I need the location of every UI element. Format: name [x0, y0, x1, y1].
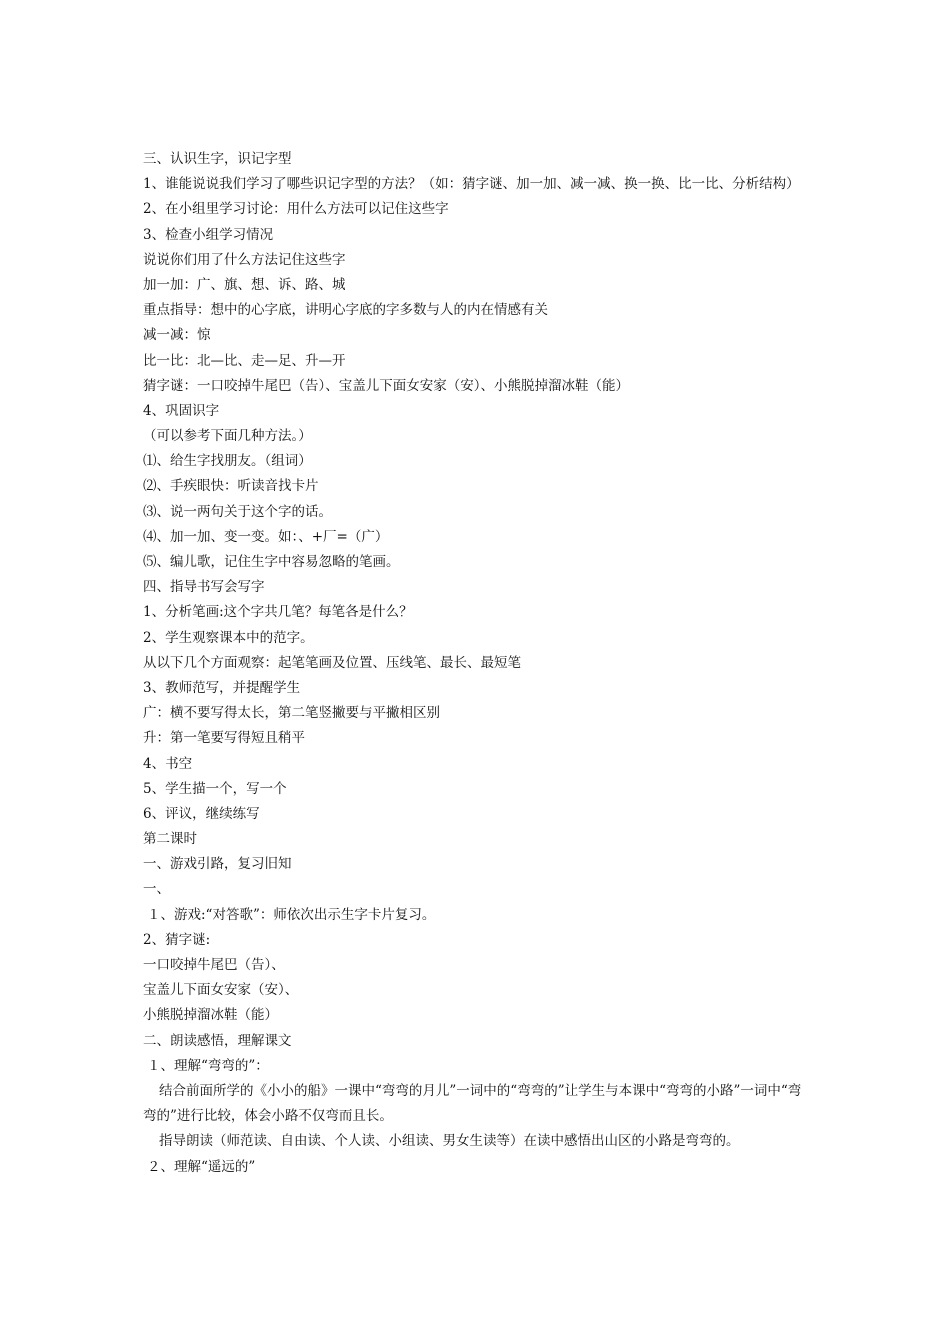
text-line: 3、检查小组学习情况	[143, 226, 274, 243]
text-line: 加一加：广、旗、想、诉、路、城	[143, 276, 346, 293]
text-line: 2、猜字谜:	[143, 931, 211, 948]
text-line: 宝盖儿下面女安家（安）、	[143, 982, 299, 999]
text-line: 5、学生描一个，写一个	[143, 780, 287, 797]
text-line: １、理解“弯弯的”：	[147, 1057, 269, 1074]
text-line: 三、认识生字，识记字型	[143, 151, 292, 167]
text-line: 6、评议，继续练写	[143, 805, 260, 822]
text-line: ⑷、加一加、变一变。如：、+厂=（广）	[143, 528, 389, 545]
text-line: 2、在小组里学习讨论：用什么方法可以记住这些字	[143, 201, 449, 218]
text-line: ２、理解“遥远的”	[147, 1158, 256, 1175]
text-line: 2、学生观察课本中的范字。	[143, 629, 314, 646]
text-line: 从以下几个方面观察：起笔笔画及位置、压线笔、最长、最短笔	[143, 654, 521, 671]
text-line: １、游戏:“对答歌”：师依次出示生字卡片复习。	[147, 906, 436, 923]
text-line: 4、书空	[143, 755, 193, 772]
text-line: 小熊脱掉溜冰鞋（能）	[143, 1007, 278, 1024]
text-line: ⑵、手疾眼快：听读音找卡片	[143, 478, 319, 495]
text-line: 一、游戏引路，复习旧知	[143, 856, 292, 873]
text-line: ⑸、编儿歌，记住生字中容易忽略的笔画。	[143, 554, 400, 571]
text-line: 指导朗读（师范读、自由读、个人读、小组读、男女生读等）在读中感悟出山区的小路是弯弯的。	[159, 1133, 740, 1150]
text-line: 结合前面所学的《小小的船》一课中“弯弯的月儿”一词中的“弯弯的”让学生与本课中“弯弯的小路”一词中“弯弯的”进行比较，体会小路不仅弯而且长。	[143, 1082, 802, 1125]
text-line: 二、朗读感悟，理解课文	[143, 1032, 292, 1049]
text-line: （可以参考下面几种方法。）	[143, 428, 312, 445]
text-line: 4、巩固识字	[143, 402, 220, 419]
text-line: 说说你们用了什么方法记住这些字	[143, 251, 346, 268]
text-line: 一、	[143, 881, 170, 898]
text-line: 重点指导：想中的心字底，讲明心字底的字多数与人的内在情感有关	[143, 302, 548, 319]
text-line: 升：第一笔要写得短且稍平	[143, 730, 305, 747]
text-line: 第二课时	[143, 831, 197, 848]
text-line: 3、教师范写，并提醒学生	[143, 679, 301, 696]
text-line: 比一比：北—比、走—足、升—开	[143, 352, 346, 369]
text-line: 四、指导书写会写字	[143, 579, 265, 596]
text-line: 广：横不要写得太长，第二笔竖撇要与平撇相区别	[143, 705, 440, 722]
text-line: 减一减：惊	[143, 327, 211, 344]
text-line: 1、谁能说说我们学习了哪些识记字型的方法？（如：猜字谜、加一加、减一减、换一换、比一比、分析结构）	[143, 176, 800, 193]
text-line: ⑴、给生字找朋友。（组词）	[143, 453, 312, 470]
text-line: 1、分析笔画:这个字共几笔？每笔各是什么？	[143, 604, 413, 621]
text-line: ⑶、说一两句关于这个字的话。	[143, 503, 332, 520]
text-line: 一口咬掉牛尾巴（告）、	[143, 957, 285, 974]
text-line: 猜字谜：一口咬掉牛尾巴（告）、宝盖儿下面女安家（安）、小熊脱掉溜冰鞋（能）	[143, 377, 629, 394]
document-body	[143, 147, 813, 1180]
